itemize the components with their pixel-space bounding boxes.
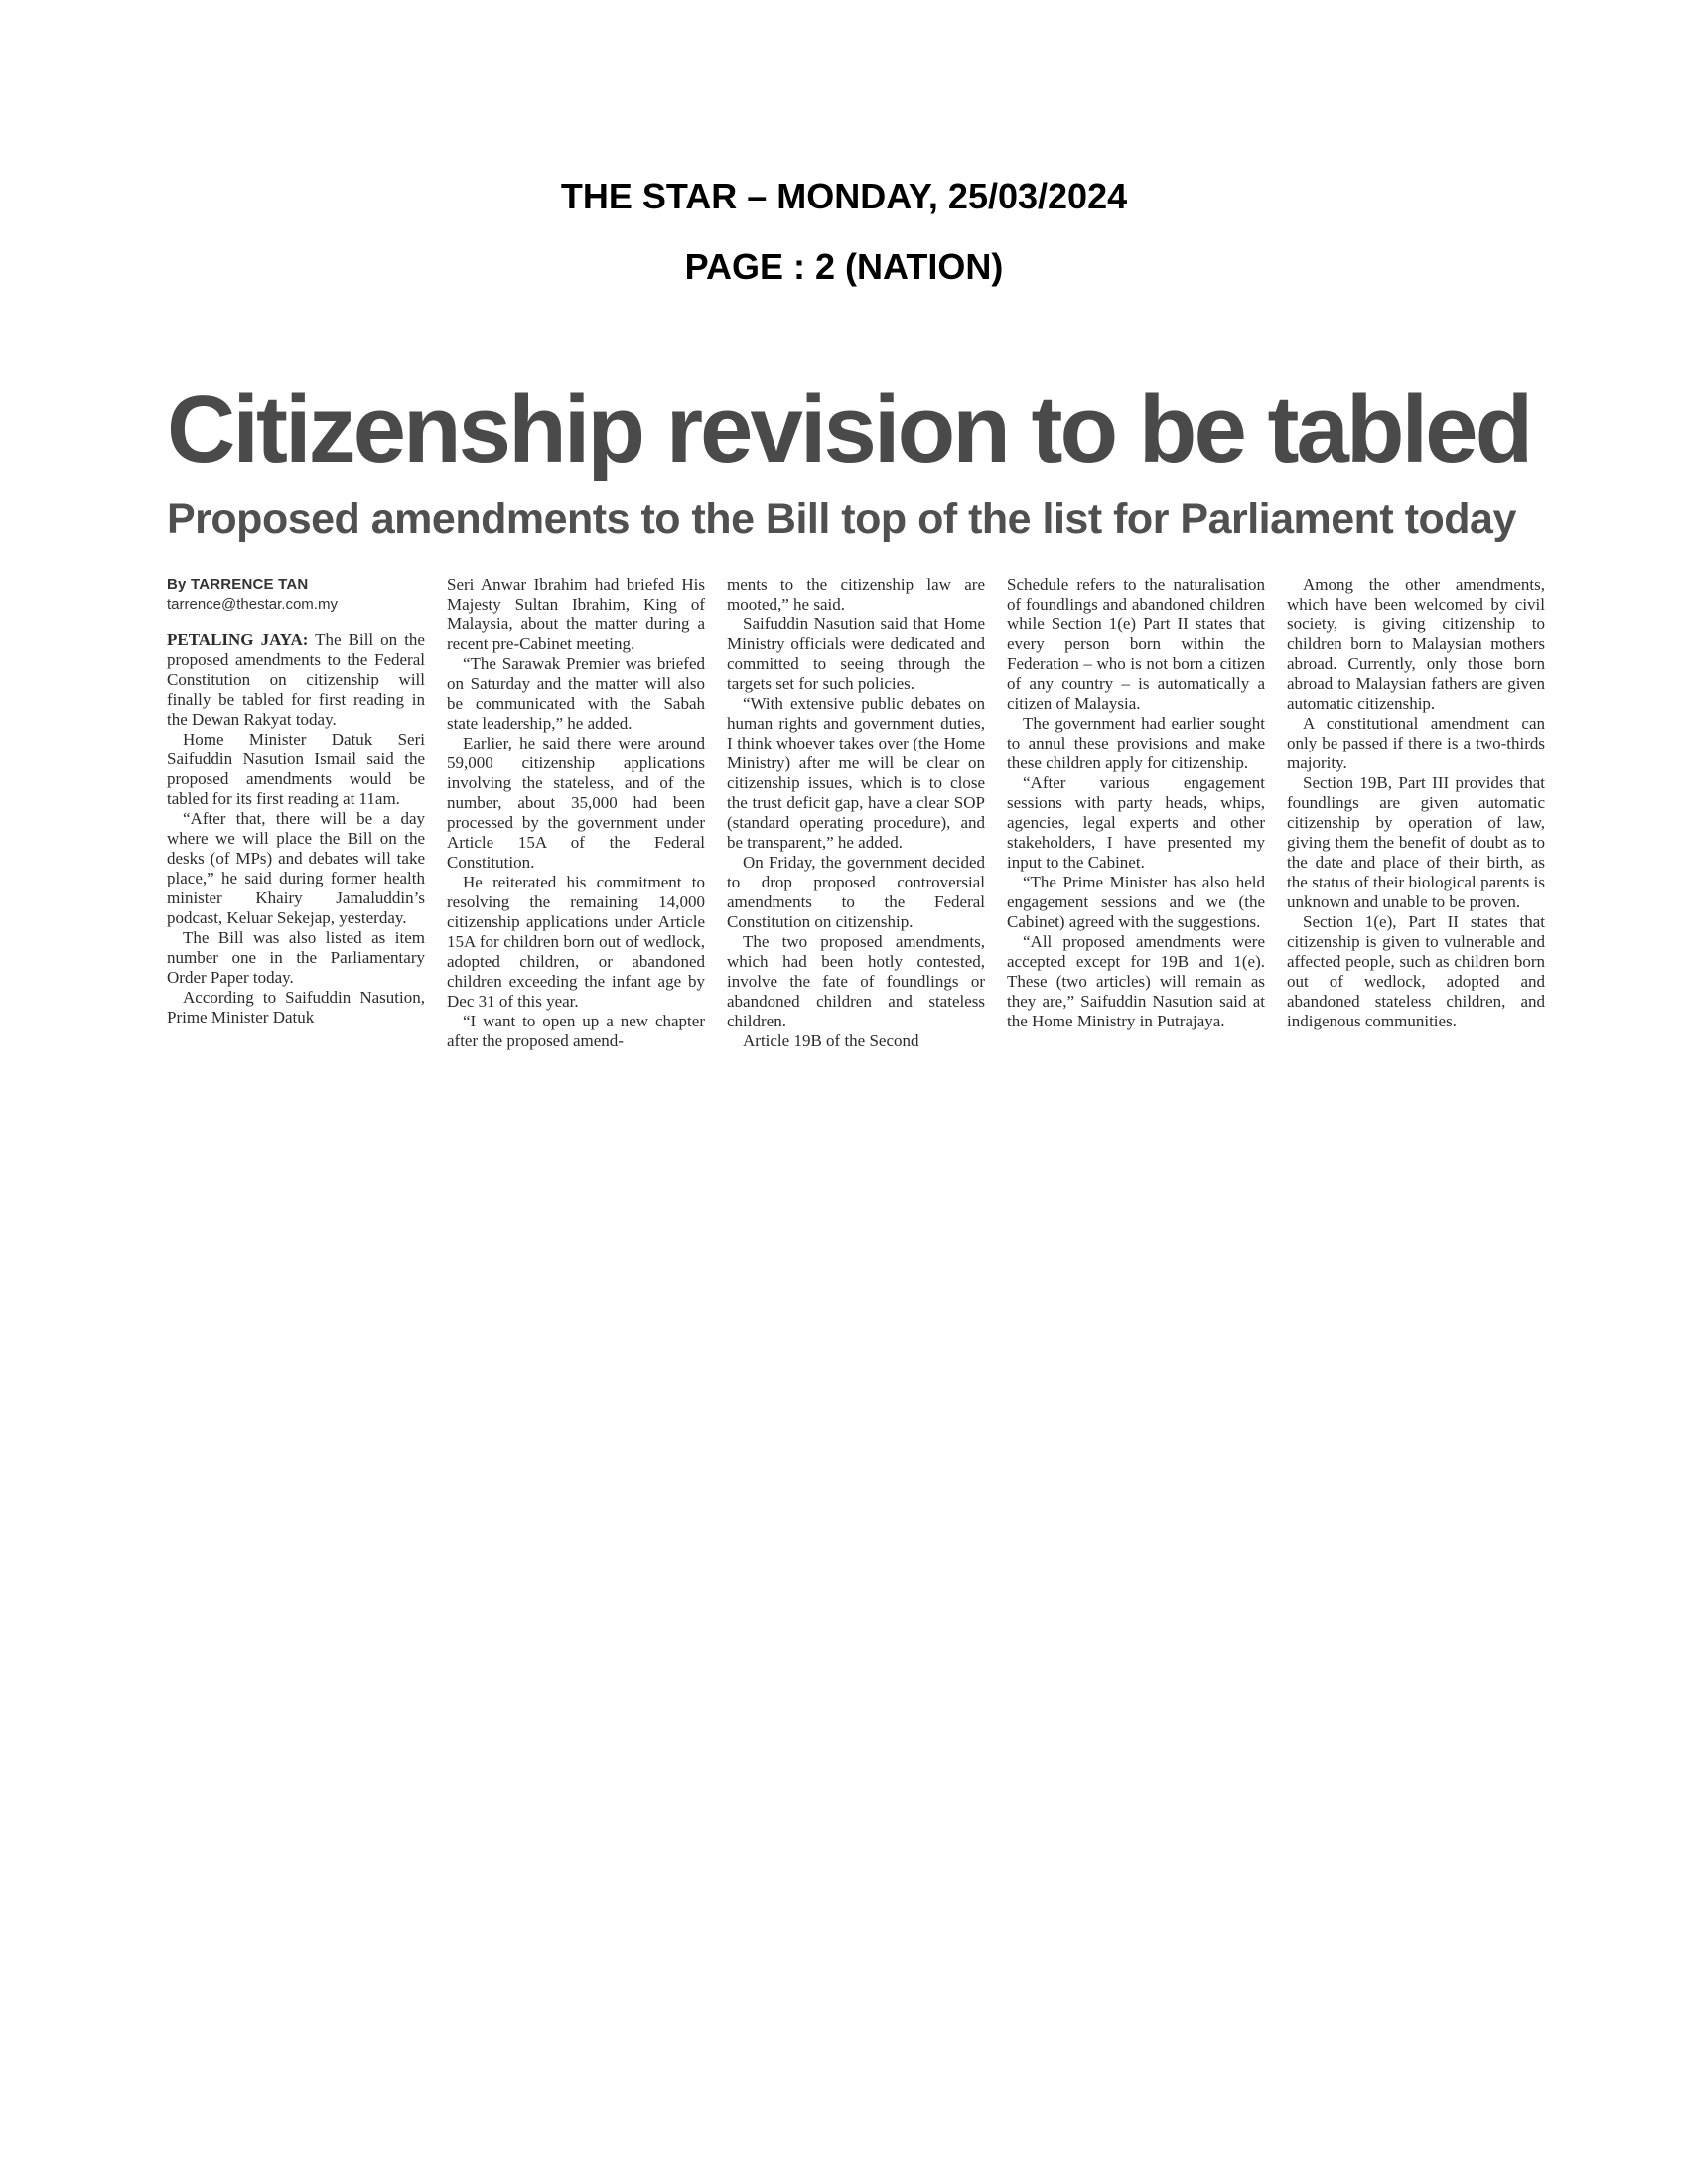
- article-paragraph: Home Minister Datuk Seri Saifuddin Nasution Ismail said the proposed amendments would be tabled for its first reading at 11am.: [167, 730, 425, 808]
- dateline: PETALING JAYA:: [167, 630, 309, 649]
- article-paragraph: “All proposed amendments were accepted except for 19B and 1(e). These (two articles) will remain as they are,” Saifuddin Nasution said at the Home Ministry in Putrajaya.: [1007, 932, 1265, 1030]
- article-paragraph: [167, 630, 425, 730]
- article-paragraph: Section 19B, Part III provides that foundlings are given automatic citizenship by operation of law, giving them the benefit of doubt as to the date and place of their birth, as the status of their biological parents is unknown and unable to be proven.: [1287, 773, 1545, 911]
- article-paragraph: “After that, there will be a day where we will place the Bill on the desks (of MPs) and debates will take place,” he said during former health minister Khairy Jamaluddin’s podcast, Keluar Sekejap, yesterday.: [167, 809, 425, 927]
- article-paragraph: Among the other amendments, which have been welcomed by civil society, is giving citizenship to children born to Malaysian mothers abroad. Currently, only those born abroad to Malaysian fathers are given automatic citizenship.: [1287, 575, 1545, 713]
- page-header: PAGE : 2 (NATION): [684, 246, 1004, 287]
- news-clipping: [167, 376, 1547, 1050]
- byline: [167, 575, 425, 614]
- article-paragraph: Saifuddin Nasution said that Home Ministry officials were dedicated and committed to seeing through the targets set for such policies.: [727, 614, 985, 693]
- article-column: [1287, 575, 1545, 1051]
- article-paragraph: “With extensive public debates on human rights and government duties, I think whoever takes over (the Home Ministry) after me will be clear on citizenship issues, which is to close the trust deficit gap, have a clear SOP (standard operating procedure), and be transparent,” he added.: [727, 694, 985, 852]
- article-subheadline: Proposed amendments to the Bill top of the list for Parliament today: [167, 495, 1516, 543]
- byline-name: By TARRENCE TAN: [167, 576, 309, 593]
- article-paragraph: The government had earlier sought to annul these provisions and make these children apply for citizenship.: [1007, 714, 1265, 772]
- article-headline: Citizenship revision to be tabled: [167, 376, 1531, 482]
- paragraph-text: The Bill on the proposed amendments to the Federal Constitution on citizenship will finally be tabled for first reading in the Dewan Rakyat today.: [167, 630, 425, 729]
- article-paragraph: On Friday, the government decided to drop proposed controversial amendments to the Federal Constitution on citizenship.: [727, 853, 985, 931]
- publication-header: THE STAR – MONDAY, 25/03/2024: [560, 176, 1128, 216]
- article-paragraph: Earlier, he said there were around 59,000 citizenship applications involving the stateless, and of the number, about 35,000 had been processed by the government under Article 15A of the Federal Constitution.: [447, 734, 705, 872]
- article-paragraph: The Bill was also listed as item number one in the Parliamentary Order Paper today.: [167, 928, 425, 987]
- article-paragraph: “I want to open up a new chapter after the proposed amend-: [447, 1012, 705, 1050]
- article-paragraph: A constitutional amendment can only be passed if there is a two-thirds majority.: [1287, 714, 1545, 772]
- article-body: [167, 575, 1547, 1051]
- article-paragraph: He reiterated his commitment to resolving the remaining 14,000 citizenship applications under Article 15A for children born out of wedlock, adopted children, or abandoned children exceeding the infant age by Dec 31 of this year.: [447, 873, 705, 1011]
- article-paragraph: The two proposed amendments, which had been hotly contested, involve the fate of foundlings or abandoned children and stateless children.: [727, 932, 985, 1030]
- article-paragraph: Section 1(e), Part II states that citizenship is given to vulnerable and affected people, such as children born out of wedlock, adopted and abandoned stateless children, and indigenous communities.: [1287, 912, 1545, 1030]
- article-paragraph: Seri Anwar Ibrahim had briefed His Majesty Sultan Ibrahim, King of Malaysia, about the matter during a recent pre-Cabinet meeting.: [447, 575, 705, 653]
- article-column: [167, 575, 425, 1051]
- article-paragraph: Article 19B of the Second: [743, 1031, 919, 1050]
- article-paragraph: “The Prime Minister has also held engagement sessions and we (the Cabinet) agreed with the suggestions.: [1007, 873, 1265, 931]
- article-column: [1007, 575, 1265, 1051]
- article-paragraph: According to Saifuddin Nasution, Prime Minister Datuk: [167, 988, 425, 1026]
- article-paragraph: ments to the citizenship law are mooted,” he said.: [727, 575, 985, 614]
- article-paragraph: “The Sarawak Premier was briefed on Saturday and the matter will also be communicated with the Sabah state leadership,” he added.: [447, 654, 705, 733]
- article-paragraph: Schedule refers to the naturalisation of foundlings and abandoned children while Section 1(e) Part II states that every person born within the Federation – who is not born a citizen of any country – is automatically a citizen of Malaysia.: [1007, 575, 1265, 713]
- byline-email: tarrence@thestar.com.my: [167, 596, 338, 613]
- article-column: [447, 575, 705, 1051]
- article-paragraph: “After various engagement sessions with party heads, whips, agencies, legal experts and other stakeholders, I have presented my input to the Cabinet.: [1007, 773, 1265, 872]
- article-column: [727, 575, 985, 1051]
